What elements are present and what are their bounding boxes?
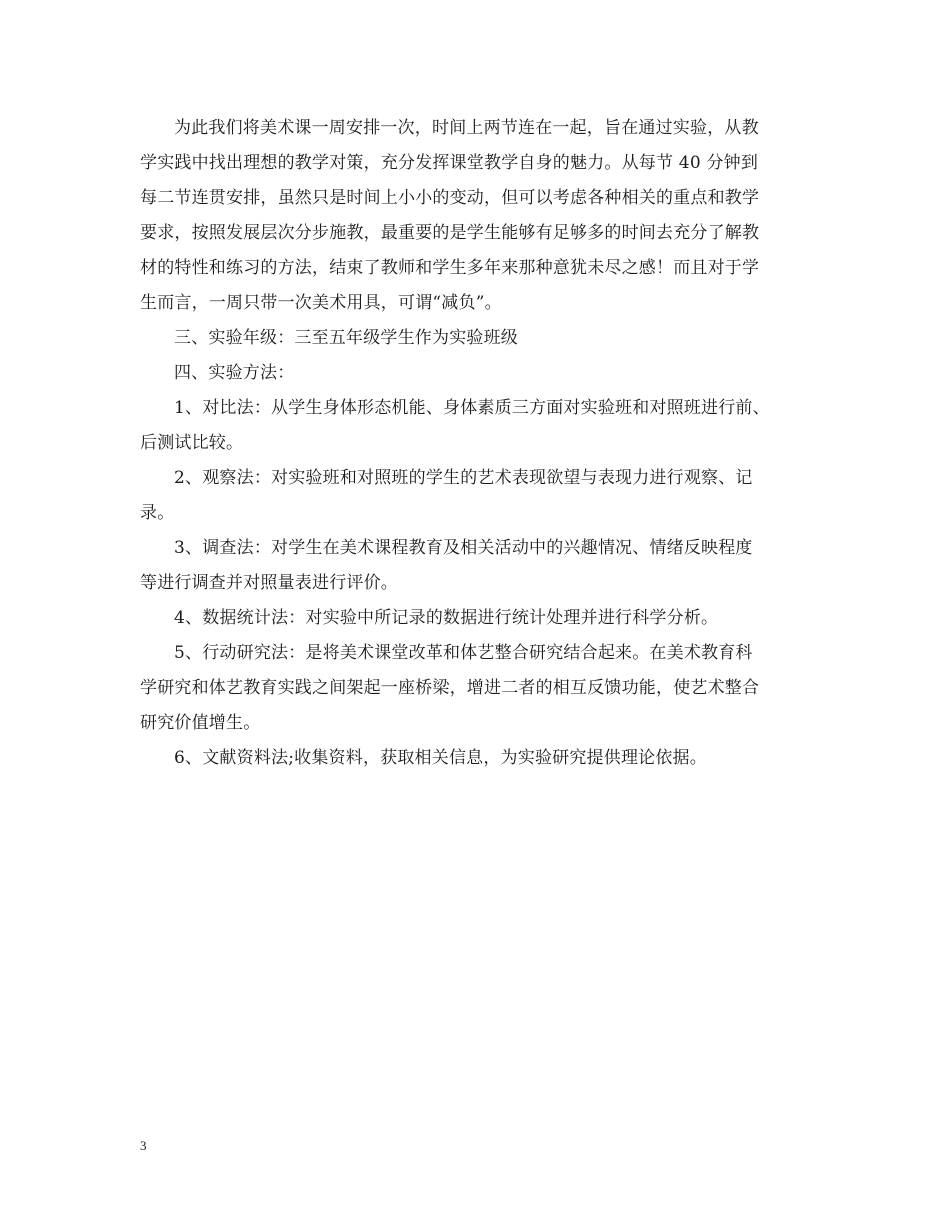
list-item: 5、行动研究法：是将美术课堂改革和体艺整合研究结合起来。在美术教育科 [174, 643, 753, 663]
list-item: 1、对比法：从学生身体形态机能、身体素质三方面对实验班和对照班进行前、 [174, 398, 770, 418]
text-line: 生而言，一周只带一次美术用具，可谓“减负”。 [140, 293, 502, 313]
text-line: 录。 [140, 503, 175, 523]
list-item: 6、文献资料法;收集资料，获取相关信息，为实验研究提供理论依据。 [174, 748, 707, 768]
text-line: 为此我们将美术课一周安排一次，时间上两节连在一起，旨在通过实验，从教 [174, 118, 759, 138]
section-heading: 四、实验方法： [174, 363, 295, 383]
text-line: 学实践中找出理想的教学对策，充分发挥课堂教学自身的魅力。从每节 40 分钟到 [140, 153, 759, 173]
text-line: 每二节连贯安排，虽然只是时间上小小的变动，但可以考虑各种相关的重点和教学 [140, 188, 760, 208]
list-item: 3、调查法：对学生在美术课程教育及相关活动中的兴趣情况、情绪反映程度 [174, 538, 753, 558]
text-line: 后测试比较。 [140, 433, 244, 453]
text-line: 材的特性和练习的方法，结束了教师和学生多年来那种意犹未尽之感！而且对于学 [140, 258, 760, 278]
text-line: 要求，按照发展层次分步施教，最重要的是学生能够有足够多的时间去充分了解教 [140, 223, 760, 243]
list-item: 4、数据统计法：对实验中所记录的数据进行统计处理并进行科学分析。 [174, 608, 719, 628]
list-item: 2、观察法：对实验班和对照班的学生的艺术表现欲望与表现力进行观察、记 [174, 468, 753, 488]
text-line: 研究价值增生。 [140, 713, 261, 733]
page-number: 3 [140, 1138, 147, 1153]
text-line: 等进行调查并对照量表进行评价。 [140, 573, 398, 593]
section-heading: 三、实验年级：三至五年级学生作为实验班级 [174, 328, 518, 348]
text-line: 学研究和体艺教育实践之间架起一座桥梁，增进二者的相互反馈功能，使艺术整合 [140, 678, 760, 698]
